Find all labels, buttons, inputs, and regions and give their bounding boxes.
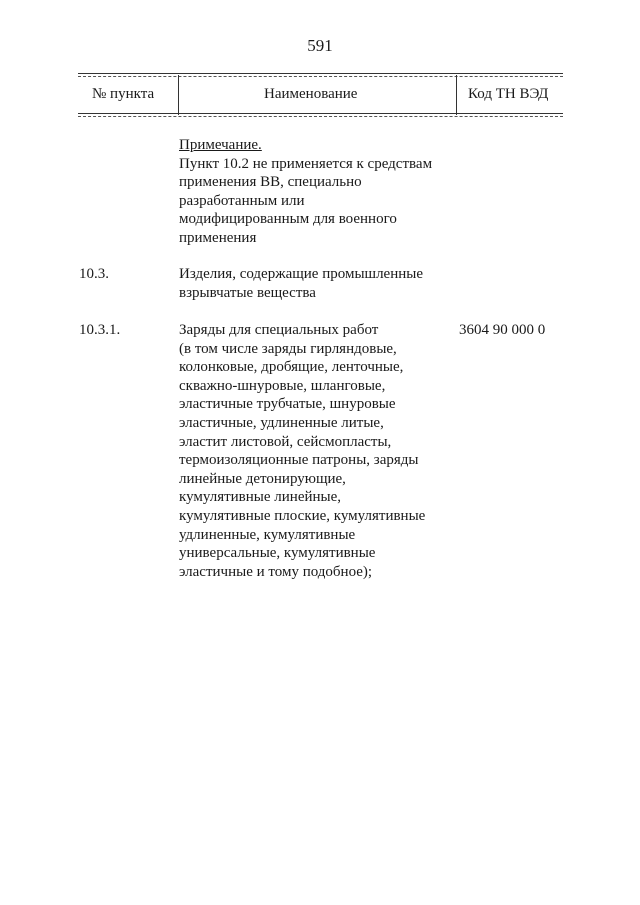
note-line: Пункт 10.2 не применяется к средствам — [179, 155, 433, 172]
row-name-line: термоизоляционные патроны, заряды — [179, 452, 419, 469]
row-name-line: эластичные трубчатые, шнуровые — [179, 396, 396, 413]
row-name-line: Изделия, содержащие промышленные — [179, 266, 424, 282]
row-name — [179, 265, 423, 302]
row-name-line: (в том числе заряды гирляндовые, — [179, 340, 397, 357]
row-name-line: универсальные, кумулятивные — [179, 545, 376, 562]
header-column-divider-1 — [178, 75, 179, 115]
note-title: Примечание. — [179, 137, 262, 153]
row-name-line: эластит листовой, сейсмопласты, — [179, 433, 392, 450]
row-name-line: кумулятивные линейные, — [179, 489, 342, 506]
header-column-divider-2 — [456, 75, 457, 115]
row-name-line: удлиненные, кумулятивные — [179, 526, 356, 543]
table-header-top-rule-secondary — [78, 76, 563, 77]
row-name-line: эластичные, удлиненные литые, — [179, 414, 384, 431]
row-name-line: Заряды для специальных работ — [179, 322, 379, 338]
row-code: 3604 90 000 0 — [459, 322, 546, 338]
row-name-line: кумулятивные плоские, кумулятивные — [179, 507, 426, 524]
row-name-line: колонковые, дробящие, ленточные, — [179, 359, 404, 376]
note-line: применения — [179, 229, 257, 246]
page-number: 591 — [307, 36, 333, 55]
row-name-line: взрывчатые вещества — [179, 284, 316, 301]
row-name-line: линейные детонирующие, — [179, 470, 346, 487]
header-name: Наименование — [264, 86, 358, 102]
table-header-bottom-rule-secondary — [78, 116, 563, 117]
header-item-number: № пункта — [92, 86, 155, 102]
row-name-line: скважно-шнуровые, шланговые, — [179, 377, 386, 394]
note-block — [179, 136, 432, 248]
note-line: модифицированным для военного — [179, 211, 397, 228]
row-name — [179, 321, 425, 581]
note-line: применения ВВ, специально — [179, 174, 362, 191]
note-line: разработанным или — [179, 192, 305, 209]
row-number: 10.3. — [79, 266, 109, 282]
table-header-top-rule — [78, 73, 563, 74]
row-name-line: эластичные и тому подобное); — [179, 563, 373, 580]
table-header-bottom-rule — [78, 113, 563, 114]
header-code: Код ТН ВЭД — [468, 86, 549, 102]
row-number: 10.3.1. — [79, 322, 121, 338]
